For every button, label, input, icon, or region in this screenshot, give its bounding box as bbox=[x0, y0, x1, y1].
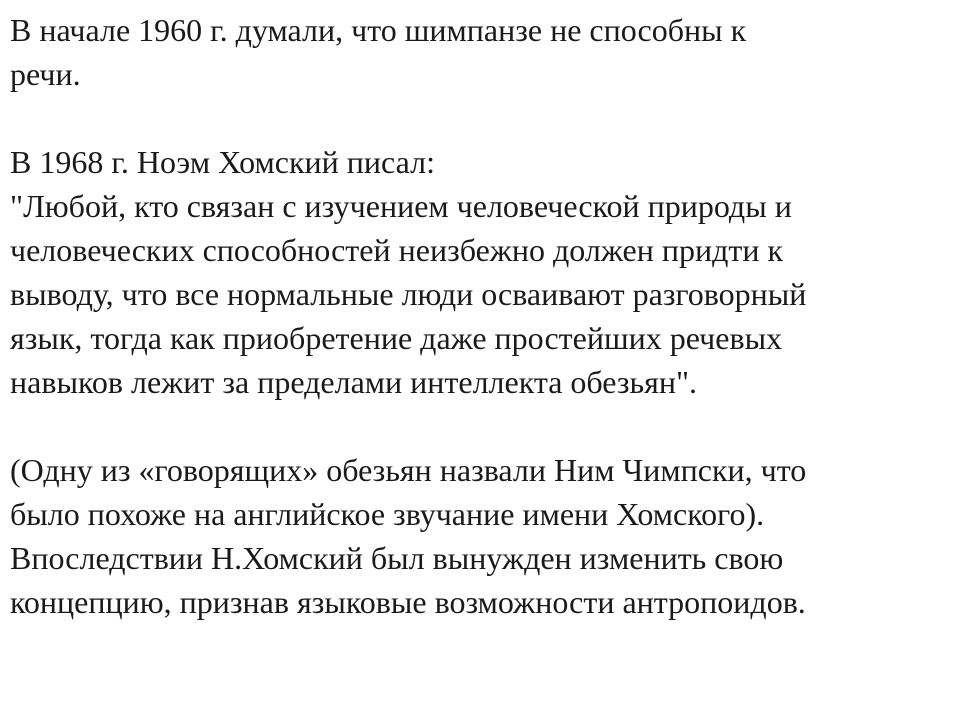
paragraph-intro bbox=[10, 8, 950, 96]
text-line: человеческих способностей неизбежно должен придти к bbox=[10, 232, 784, 268]
text-line: (Одну из «говорящих» обезьян назвали Ним Чимпски, что bbox=[10, 452, 807, 488]
text-line: было похоже на английское звучание имени Хомского). bbox=[10, 496, 765, 532]
paragraph-chomsky-quote bbox=[10, 140, 950, 404]
text-line: речи. bbox=[10, 56, 81, 92]
text-line: В 1968 г. Ноэм Хомский писал: bbox=[10, 144, 435, 180]
text-line: концепцию, признав языковые возможности антропоидов. bbox=[10, 584, 806, 620]
text-line: навыков лежит за пределами интеллекта обезьян". bbox=[10, 364, 698, 400]
text-line: Впоследствии Н.Хомский был вынужден изменить свою bbox=[10, 540, 784, 576]
slide-text-body bbox=[10, 8, 950, 624]
paragraph-nim-chimpsky bbox=[10, 448, 950, 624]
text-line: выводу, что все нормальные люди осваивают разговорный bbox=[10, 276, 807, 312]
text-line: "Любой, кто связан с изучением человеческой природы и bbox=[10, 188, 792, 224]
text-line: В начале 1960 г. думали, что шимпанзе не способны к bbox=[10, 12, 747, 48]
text-line: язык, тогда как приобретение даже простейших речевых bbox=[10, 320, 783, 356]
